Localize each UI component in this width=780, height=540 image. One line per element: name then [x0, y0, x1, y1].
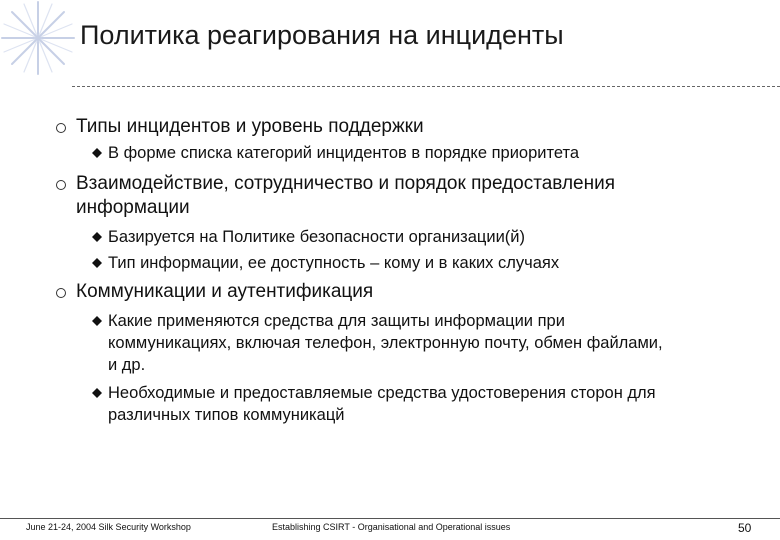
starburst-icon: [0, 0, 76, 76]
sub-bullet-item: Тип информации, ее доступность – кому и в каких случаях: [108, 254, 560, 272]
diamond-bullet-icon: [92, 316, 102, 326]
circle-bullet-icon: [56, 123, 66, 133]
bullet-item-continuation: информации: [76, 197, 190, 218]
sub-bullet-item: В форме списка категорий инцидентов в порядке приоритета: [108, 144, 580, 162]
sub-bullet-item-continuation: и др.: [108, 356, 146, 374]
diamond-bullet-icon: [92, 148, 102, 158]
diamond-bullet-icon: [92, 388, 102, 398]
circle-bullet-icon: [56, 288, 66, 298]
page-title: Политика реагирования на инциденты: [80, 20, 564, 50]
footer-divider: [0, 518, 780, 519]
sub-bullet-item: Необходимые и предоставляемые средства удостоверения сторон для: [108, 384, 656, 402]
bullet-item: Коммуникации и аутентификация: [76, 281, 374, 302]
footer-presentation-title: Establishing CSIRT - Organisational and Operational issues: [272, 522, 511, 532]
diamond-bullet-icon: [92, 232, 102, 242]
sub-bullet-item: Базируется на Политике безопасности организации(й): [108, 228, 525, 246]
diamond-bullet-icon: [92, 258, 102, 268]
sub-bullet-item-continuation: различных типов коммуникацй: [108, 406, 345, 424]
circle-bullet-icon: [56, 180, 66, 190]
title-divider: [72, 86, 780, 87]
sub-bullet-item-continuation: коммуникациях, включая телефон, электронную почту, обмен файлами,: [108, 334, 663, 352]
page-number: 50: [738, 521, 752, 535]
bullet-item: Типы инцидентов и уровень поддержки: [76, 116, 424, 137]
footer-event: June 21-24, 2004 Silk Security Workshop: [26, 522, 191, 532]
sub-bullet-item: Какие применяются средства для защиты информации при: [108, 312, 565, 330]
bullet-item: Взаимодействие, сотрудничество и порядок предоставления: [76, 173, 616, 194]
